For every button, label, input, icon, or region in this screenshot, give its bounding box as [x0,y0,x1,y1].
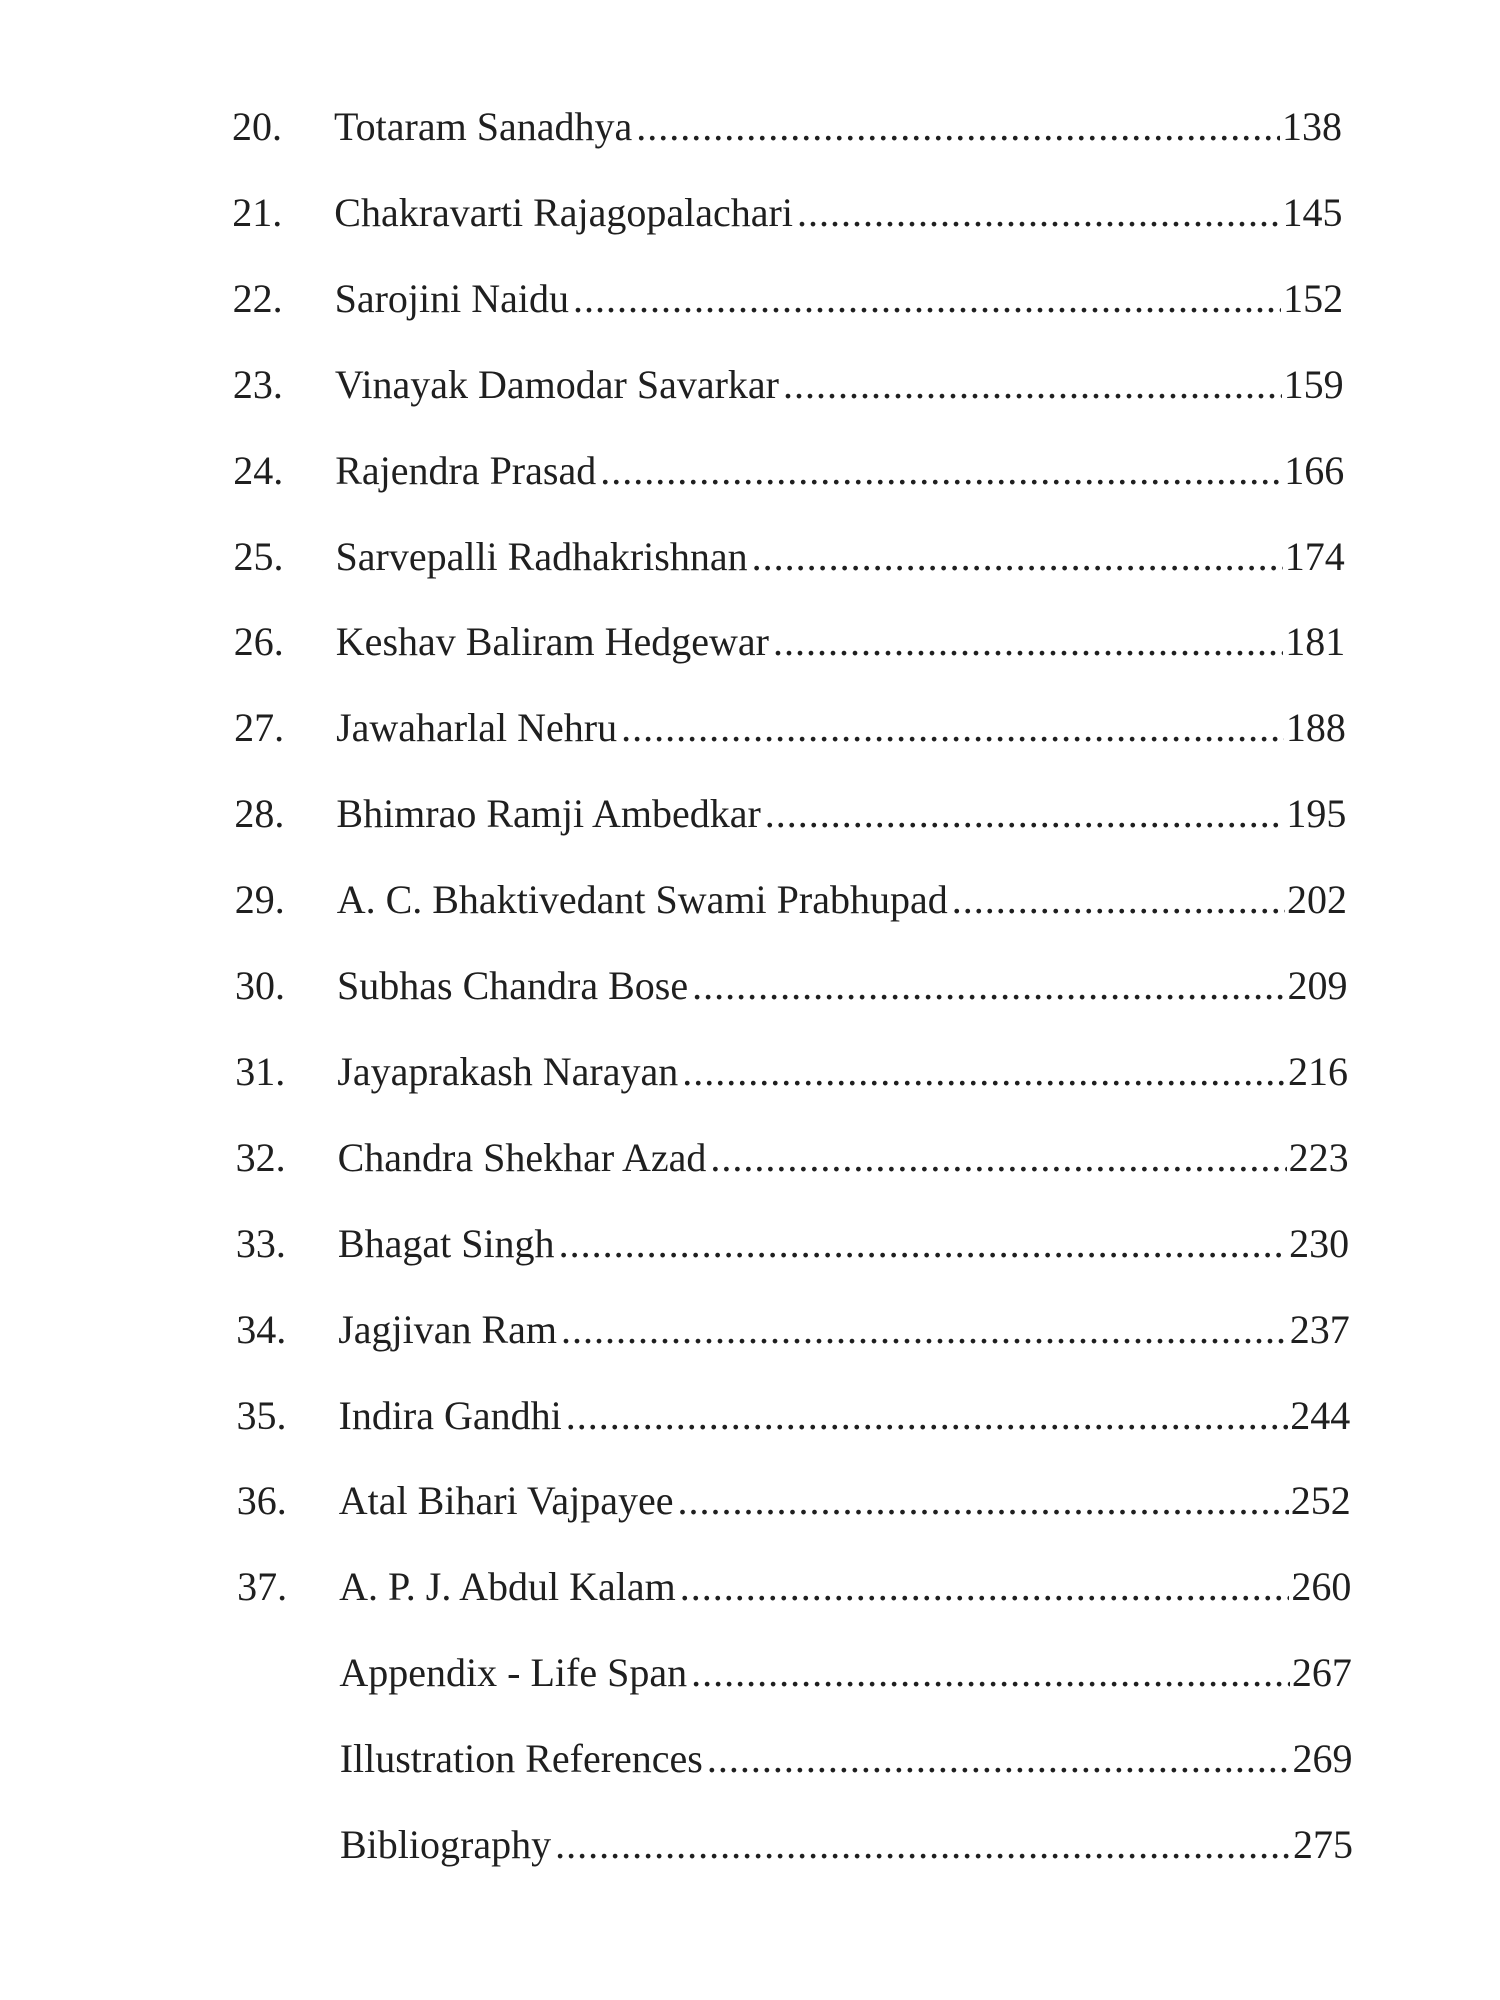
entry-page-number: 260 [1291,1564,1352,1610]
dot-leader [952,870,1285,930]
toc-entry [238,1815,1353,1875]
entry-page-number: 145 [1282,189,1343,235]
entry-number: 35. [236,1392,287,1438]
dot-leader [566,1386,1288,1446]
entry-title: Rajendra Prasad [335,447,597,493]
entry-title: Vinayak Damodar Savarkar [334,361,779,407]
dot-leader [797,183,1281,243]
entry-title: Illustration References [339,1736,703,1782]
entry-page-number: 138 [1282,104,1342,149]
entry-number: 27. [234,705,285,751]
toc-entry [236,1128,1349,1188]
entry-title: Bibliography [340,1822,552,1867]
entry-title: Subhas Chandra Bose [337,963,689,1008]
dot-leader [600,441,1282,501]
entry-page-number: 166 [1284,447,1345,493]
toc-entry [233,269,1344,329]
entry-number: 26. [233,619,284,665]
dot-leader [555,1815,1291,1875]
entry-page-number: 152 [1283,275,1344,321]
entry-title: Jawaharlal Nehru [336,705,618,751]
toc-entry [238,1729,1353,1789]
entry-number: 34. [236,1306,287,1352]
dot-leader [678,1471,1289,1531]
entry-page-number: 181 [1285,619,1346,665]
dot-leader [561,1300,1288,1360]
toc-entry [233,355,1344,415]
toc-entry [235,870,1347,930]
dot-leader [773,612,1283,672]
toc-entry [232,97,1342,157]
entry-title: Totaram Sanadhya [334,104,633,149]
entry-page-number: 223 [1288,1134,1349,1180]
dot-leader [707,1729,1291,1789]
dot-leader [682,1042,1286,1102]
entry-number: 23. [232,361,283,407]
entry-number: 36. [236,1478,287,1524]
dot-leader [621,698,1284,758]
entry-page-number: 244 [1290,1392,1351,1438]
toc-entry [236,1300,1350,1360]
dot-leader [636,97,1280,157]
toc-entry [235,956,1348,1016]
entry-number: 21. [232,189,283,235]
entry-number: 28. [234,791,285,837]
entry-number: 37. [237,1564,288,1610]
toc-entry [234,784,1346,844]
dot-leader [765,784,1285,844]
entry-page-number: 252 [1290,1478,1351,1524]
dot-leader [783,355,1282,415]
entry-title: Atal Bihari Vajpayee [338,1478,674,1524]
dot-leader [680,1557,1290,1617]
toc-entry [237,1557,1351,1617]
entry-number: 25. [233,533,284,579]
toc-entry [234,698,1346,758]
entry-title: Bhimrao Ramji Ambedkar [336,791,761,837]
dot-leader [691,1643,1290,1703]
entry-title: Chandra Shekhar Azad [337,1134,707,1180]
entry-page-number: 237 [1289,1306,1350,1352]
dot-leader [710,1128,1286,1188]
entry-title: Keshav Baliram Hedgewar [335,619,769,665]
entry-page-number: 188 [1285,705,1346,751]
entry-title: Indira Gandhi [338,1392,562,1438]
entry-page-number: 275 [1293,1822,1353,1867]
entry-number: 22. [232,275,283,321]
entry-number: 30. [235,963,285,1008]
entry-title: Jayaprakash Narayan [337,1048,679,1094]
dot-leader [752,527,1283,587]
toc-entry [234,527,1345,587]
entry-page-number: 202 [1286,877,1347,923]
toc-entry [232,183,1342,243]
toc-entry [233,441,1344,501]
entry-page-number: 267 [1291,1650,1352,1696]
entry-page-number: 159 [1283,361,1344,407]
entry-title: Appendix - Life Span [339,1650,688,1696]
entry-number: 31. [235,1048,286,1094]
toc-entry [237,1643,1352,1703]
toc-entry [237,1386,1351,1446]
entry-title: Sarvepalli Radhakrishnan [335,533,748,579]
entry-page-number: 230 [1289,1220,1350,1266]
entry-title: A. P. J. Abdul Kalam [339,1564,676,1610]
entry-number: 24. [233,447,284,493]
dot-leader [692,956,1285,1016]
entry-page-number: 174 [1284,533,1345,579]
entry-page-number: 195 [1286,791,1347,837]
entry-number: 29. [234,877,285,923]
entry-number: 32. [235,1134,286,1180]
dot-leader [559,1214,1288,1274]
entry-page-number: 209 [1287,963,1348,1008]
toc-entry [235,1042,1348,1102]
entry-number: 33. [235,1220,286,1266]
toc-entry [234,612,1346,672]
entry-title: Sarojini Naidu [334,275,570,321]
toc-entry [236,1214,1349,1274]
toc-entry [237,1471,1351,1531]
entry-title: A. C. Bhaktivedant Swami Prabhupad [336,877,948,923]
entry-page-number: 216 [1288,1048,1349,1094]
dot-leader [573,269,1281,329]
entry-number: 20. [232,104,282,149]
entry-title: Jagjivan Ram [338,1306,558,1352]
entry-title: Chakravarti Rajagopalachari [334,189,793,235]
entry-title: Bhagat Singh [337,1220,555,1266]
entry-page-number: 269 [1292,1736,1353,1782]
